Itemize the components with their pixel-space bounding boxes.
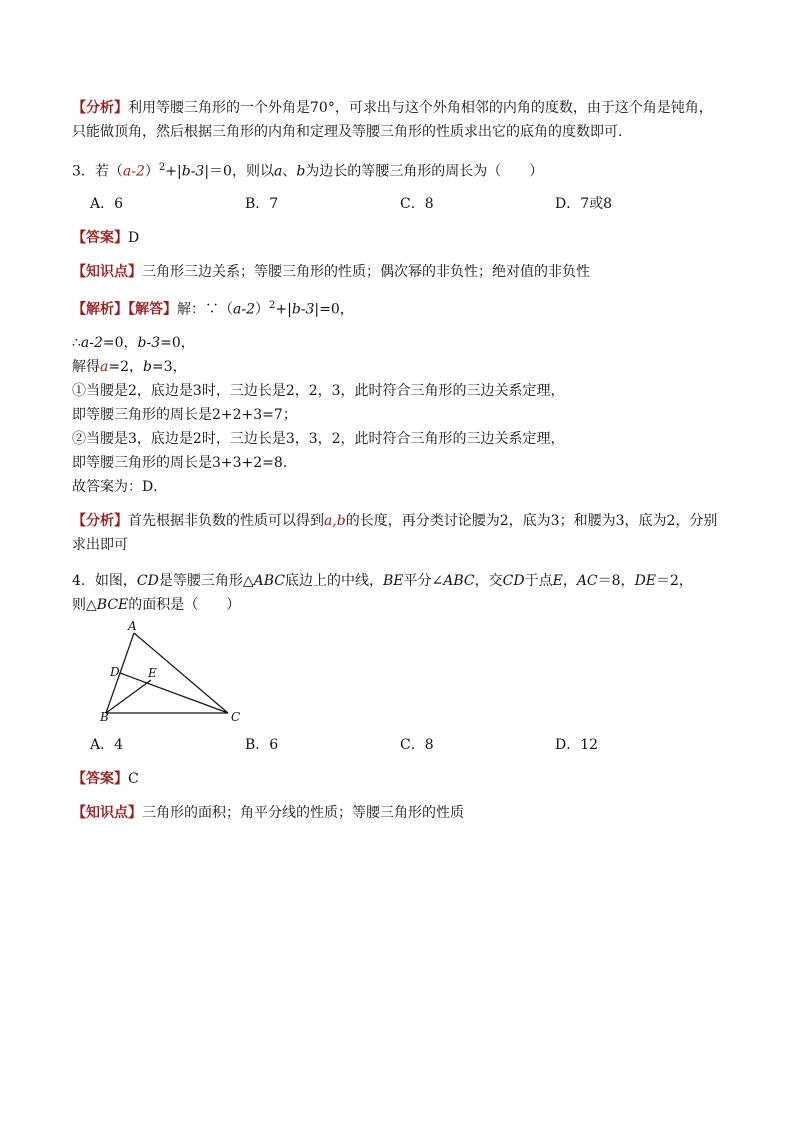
option-c: C．8 — [400, 737, 434, 754]
option-a: A．4 — [90, 737, 124, 754]
solution-3-line-7: 即等腰三角形的周长是3+3+2=8． — [72, 455, 297, 472]
question-4-options — [72, 733, 722, 757]
label-d: D — [110, 665, 120, 680]
answer-3: 【答案】D — [72, 229, 140, 246]
triangle-figure — [84, 621, 244, 721]
question-4-stem: 4．如图，CD是等腰三角形△ABC底边上的中线，BE平分∠ABC，交CD于点E，AC＝8，DE＝2， — [72, 573, 693, 590]
solution-3-line-4: ①当腰是2，底边是3时，三边长是2，2，3，此时符合三角形的三边关系定理， — [72, 383, 565, 400]
knowledge-3: 【知识点】三角形三边关系；等腰三角形的性质；偶次幂的非负性；绝对值的非负性 — [72, 263, 590, 280]
answer-4: 【答案】C — [72, 771, 139, 788]
option-d: D．12 — [555, 737, 599, 754]
label-c: C — [231, 710, 241, 722]
option-b: B．6 — [245, 737, 279, 754]
segment-cd — [120, 673, 228, 713]
option-a: A．6 — [90, 195, 124, 212]
solution-3-line-2: ∴a-2=0，b-3=0， — [72, 335, 195, 352]
analysis-text: 利用等腰三角形的一个外角是70°，可求出与这个外角相邻的内角的度数，由于这个角是钝角，只能做顶角，然后根据三角形的内角和定理及等腰三角形的性质求出它的底角的度数即可. — [72, 100, 713, 140]
question-3-options — [72, 192, 722, 216]
question-4-stem-2: 则△BCE的面积是（ ） — [72, 597, 241, 614]
analysis-tag: 【分析】 — [72, 100, 128, 116]
solution-3-line-8: 故答案为：D． — [72, 479, 168, 496]
segment-be — [106, 680, 151, 713]
solution-3-line-5: 即等腰三角形的周长是2+2+3=7； — [72, 407, 297, 424]
analysis-3: 【分析】首先根据非负数的性质可以得到a,b的长度，再分类讨论腰为2，底为3；和腰为3，底为2，分别求出即可 — [72, 513, 718, 554]
analysis-paragraph — [72, 96, 722, 144]
solution-3-line-6: ②当腰是3，底边是2时，三边长是3，3，2，此时符合三角形的三边关系定理， — [72, 431, 565, 448]
label-b: B — [100, 710, 109, 722]
option-c: C．8 — [400, 195, 434, 212]
knowledge-4: 【知识点】三角形的面积；角平分线的性质；等腰三角形的性质 — [72, 805, 464, 822]
question-3-stem: 3．若$(a-2)^2+|b-3|=0$，则以a、b为边长的等腰三角形的周长为（ ） — [72, 162, 544, 180]
document-page — [72, 96, 722, 825]
label-a: A — [128, 621, 137, 634]
option-d: D．7或8 — [555, 195, 613, 212]
solution-3-line-1: 【解析】【解答】解：$\because(a-2)^2+|b-3|=0$， — [72, 299, 354, 318]
label-e: E — [148, 666, 157, 681]
solution-3-line-3: 解得a=2，b=3， — [72, 359, 187, 376]
option-b: B．7 — [245, 195, 279, 212]
